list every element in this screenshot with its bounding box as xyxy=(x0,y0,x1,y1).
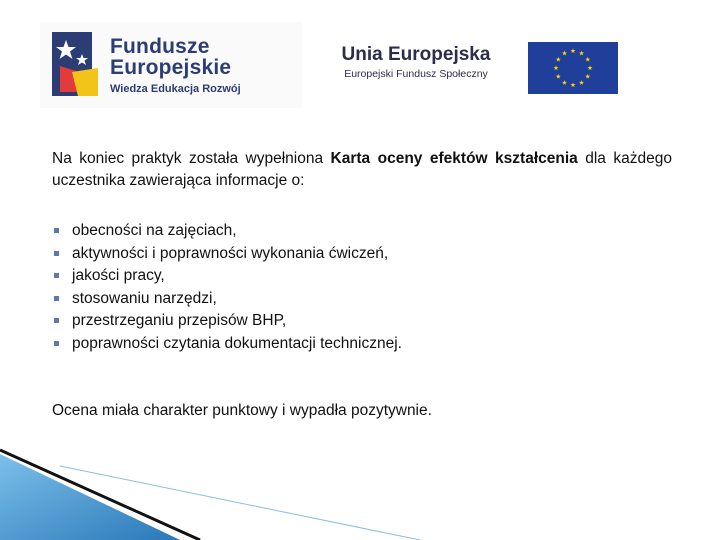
funds-name-line1: Fundusze xyxy=(110,35,210,58)
list-item-text: jakości pracy, xyxy=(72,267,165,285)
list-item xyxy=(52,288,652,311)
list-item xyxy=(52,333,652,356)
list-item-text: aktywności i poprawności wykonania ćwiczeń, xyxy=(72,244,389,262)
intro-bold-term: Karta oceny efektów kształcenia xyxy=(330,150,578,167)
funds-logo-icon xyxy=(52,32,108,96)
eu-name: Unia Europejska xyxy=(341,44,491,65)
bullet-marker-icon xyxy=(54,273,59,278)
list-item-text: stosowaniu narzędzi, xyxy=(72,289,217,307)
funds-tagline: Wiedza Edukacja Rozwój xyxy=(110,83,241,95)
list-item-text: obecności na zajęciach, xyxy=(72,222,237,239)
intro-paragraph xyxy=(52,148,672,192)
intro-text-end: dla każdego uczestnika zawierająca informacje o: xyxy=(52,150,672,189)
list-item xyxy=(52,310,652,333)
bullet-marker-icon xyxy=(54,296,59,301)
funds-name-line2: Europejskie xyxy=(110,56,232,79)
list-item xyxy=(52,265,652,288)
corner-decoration xyxy=(0,440,720,540)
eu-logo-text xyxy=(318,44,514,80)
bullet-marker-icon xyxy=(54,318,59,323)
bullet-marker-icon xyxy=(54,228,59,233)
bullet-marker-icon xyxy=(54,341,59,346)
eu-fund-name: Europejski Fundusz Społeczny xyxy=(344,68,488,80)
logo-bar xyxy=(0,0,720,120)
bullet-list xyxy=(52,220,652,356)
closing-sentence: Ocena miała charakter punktowy i wypadła pozytywnie. xyxy=(52,402,432,419)
eu-flag-icon xyxy=(528,42,618,94)
funds-logo xyxy=(40,22,302,108)
list-item xyxy=(52,220,652,243)
list-item-text: poprawności czytania dokumentacji technicznej. xyxy=(72,334,402,352)
slide-content xyxy=(52,148,672,419)
intro-text-start: Na koniec praktyk została wypełniona xyxy=(52,150,331,167)
list-item-text: przestrzeganiu przepisów BHP, xyxy=(72,312,287,330)
bullet-marker-icon xyxy=(54,251,59,256)
list-item xyxy=(52,243,652,266)
